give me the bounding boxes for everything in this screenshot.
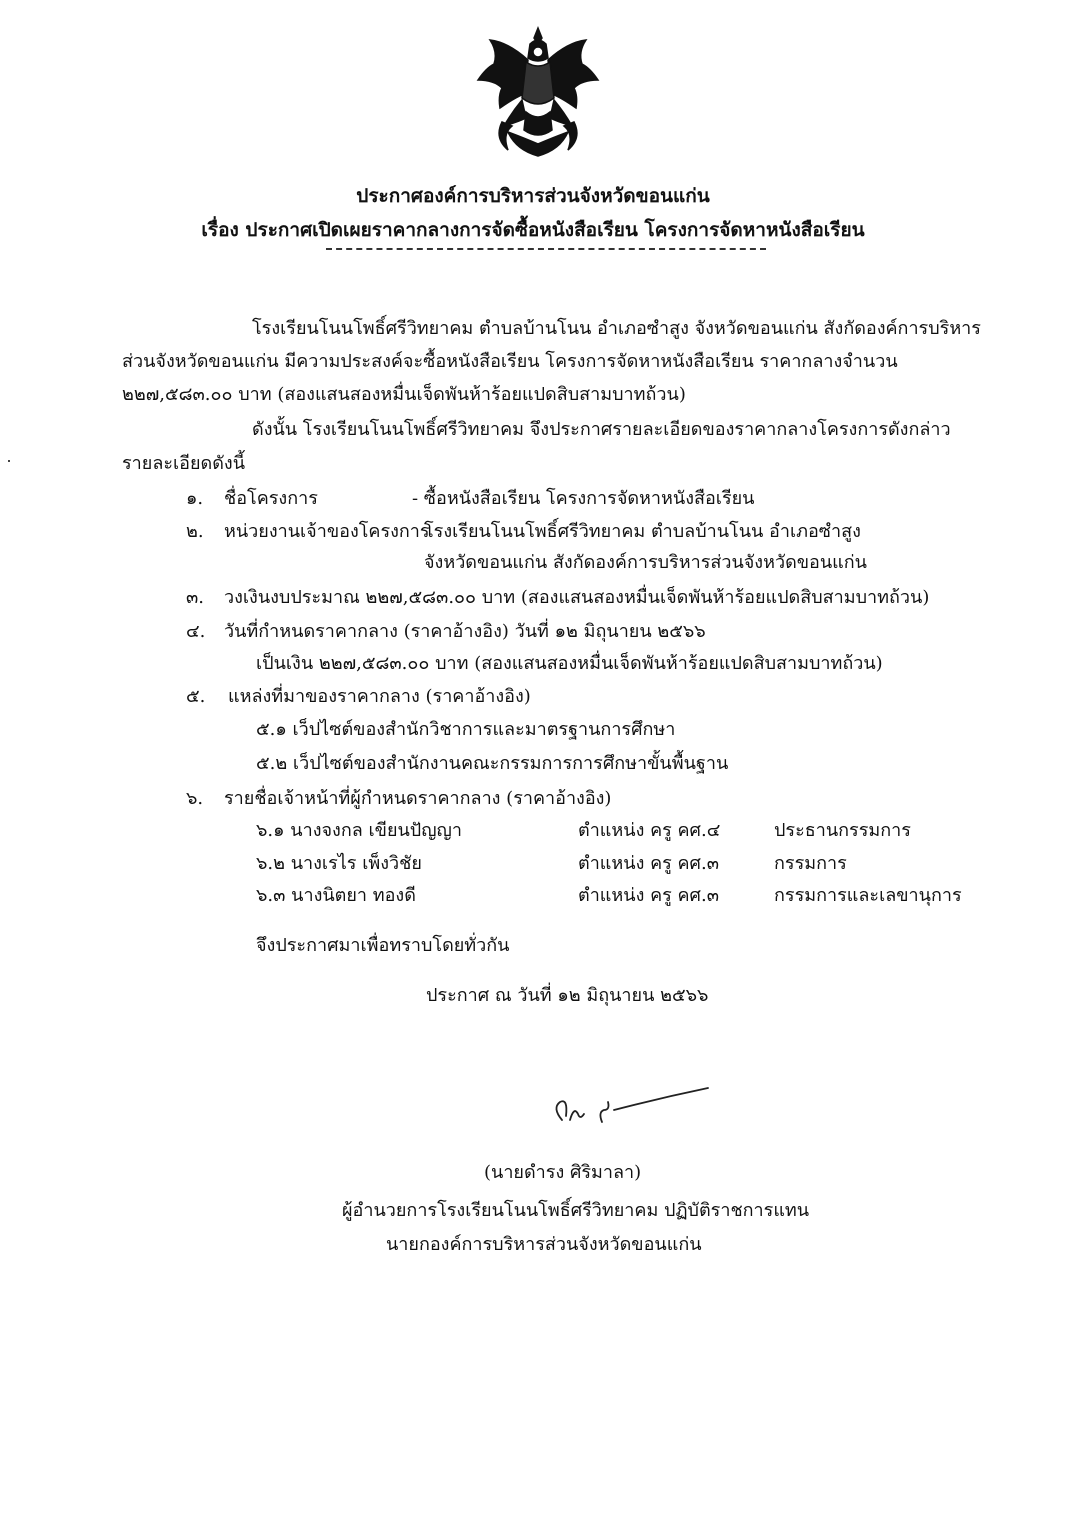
committee-2-name: ๖.๒ นางเรไร เพ็งวิชัย — [256, 853, 422, 874]
committee-3-position: ตำแหน่ง ครู คศ.๓ — [578, 885, 720, 906]
committee-1-role: ประธานกรรมการ — [774, 820, 911, 841]
item-1-value: - ซื้อหนังสือเรียน โครงการจัดหาหนังสือเรียน — [412, 488, 755, 509]
committee-3-role: กรรมการและเลขานุการ — [774, 885, 962, 906]
intro-line-3: ๒๒๗,๕๘๓.๐๐ บาท (สองแสนสองหมื่นเจ็ดพันห้าร้อยแปดสิบสามบาทถ้วน) — [122, 384, 686, 405]
title-divider — [326, 248, 766, 250]
handwritten-signature — [540, 1080, 720, 1140]
committee-2-position: ตำแหน่ง ครู คศ.๓ — [578, 853, 720, 874]
item-3-text: วงเงินงบประมาณ ๒๒๗,๕๘๓.๐๐ บาท (สองแสนสองหมื่นเจ็ดพันห้าร้อยแปดสิบสามบาทถ้วน) — [224, 587, 930, 608]
item-2-number: ๒. — [186, 521, 204, 542]
item-6-number: ๖. — [186, 788, 204, 809]
item-1-label: ชื่อโครงการ — [224, 488, 318, 509]
announcement-date: ประกาศ ณ วันที่ ๑๒ มิถุนายน ๒๕๖๖ — [426, 985, 709, 1006]
committee-2-role: กรรมการ — [774, 853, 847, 874]
scan-speck — [8, 460, 10, 462]
item-2-value-1: โรงเรียนโนนโพธิ์ศรีวิทยาคม ตำบลบ้านโนน อำเภอซำสูง — [424, 521, 861, 542]
item-5-number: ๕. — [186, 686, 206, 707]
item-5-text: แหล่งที่มาของราคากลาง (ราคาอ้างอิง) — [228, 686, 531, 707]
item-1-number: ๑. — [186, 488, 204, 509]
intro-line-1: โรงเรียนโนนโพธิ์ศรีวิทยาคม ตำบลบ้านโนน อำเภอซำสูง จังหวัดขอนแก่น สังกัดองค์การบริหาร — [252, 318, 981, 339]
closing-notice: จึงประกาศมาเพื่อทราบโดยทั่วกัน — [256, 935, 510, 956]
item-2-value-2: จังหวัดขอนแก่น สังกัดองค์การบริหารส่วนจังหวัดขอนแก่น — [424, 552, 867, 573]
signatory-title-1: ผู้อำนวยการโรงเรียนโนนโพธิ์ศรีวิทยาคม ปฏิบัติราชการแทน — [342, 1200, 810, 1221]
garuda-emblem-icon — [468, 22, 608, 162]
intro-line-4: ดังนั้น โรงเรียนโนนโพธิ์ศรีวิทยาคม จึงประกาศรายละเอียดของราคากลางโครงการดังกล่าว — [252, 419, 951, 440]
item-4-number: ๔. — [186, 621, 206, 642]
item-3-number: ๓. — [186, 587, 205, 608]
announcement-title: ประกาศองค์การบริหารส่วนจังหวัดขอนแก่น — [356, 185, 710, 207]
announcement-subject: เรื่อง ประกาศเปิดเผยราคากลางการจัดซื้อหนังสือเรียน โครงการจัดหาหนังสือเรียน — [201, 219, 865, 241]
item-6-text: รายชื่อเจ้าหน้าที่ผู้กำหนดราคากลาง (ราคาอ้างอิง) — [224, 788, 612, 809]
item-5-1: ๕.๑ เว็ปไซต์ของสำนักวิชาการและมาตรฐานการศึกษา — [256, 719, 676, 740]
committee-3-name: ๖.๓ นางนิตยา ทองดี — [256, 885, 416, 906]
intro-line-2: ส่วนจังหวัดขอนแก่น มีความประสงค์จะซื้อหนังสือเรียน โครงการจัดหาหนังสือเรียน ราคากลางจำนวน — [122, 351, 898, 372]
item-5-2: ๕.๒ เว็ปไซต์ของสำนักงานคณะกรรมการการศึกษาขั้นพื้นฐาน — [256, 753, 729, 774]
committee-1-position: ตำแหน่ง ครู คศ.๔ — [578, 820, 721, 841]
item-4-sub: เป็นเงิน ๒๒๗,๕๘๓.๐๐ บาท (สองแสนสองหมื่นเจ็ดพันห้าร้อยแปดสิบสามบาทถ้วน) — [256, 653, 883, 674]
intro-line-5: รายละเอียดดังนี้ — [122, 453, 246, 474]
item-4-text: วันที่กำหนดราคากลาง (ราคาอ้างอิง) วันที่ ๑๒ มิถุนายน ๒๕๖๖ — [224, 621, 706, 642]
signatory-title-2: นายกองค์การบริหารส่วนจังหวัดขอนแก่น — [386, 1234, 702, 1255]
committee-1-name: ๖.๑ นางจงกล เขียนปัญญา — [256, 820, 462, 841]
signatory-name: (นายดำรง ศิริมาลา) — [484, 1162, 642, 1183]
item-2-label: หน่วยงานเจ้าของโครงการ — [224, 521, 430, 542]
